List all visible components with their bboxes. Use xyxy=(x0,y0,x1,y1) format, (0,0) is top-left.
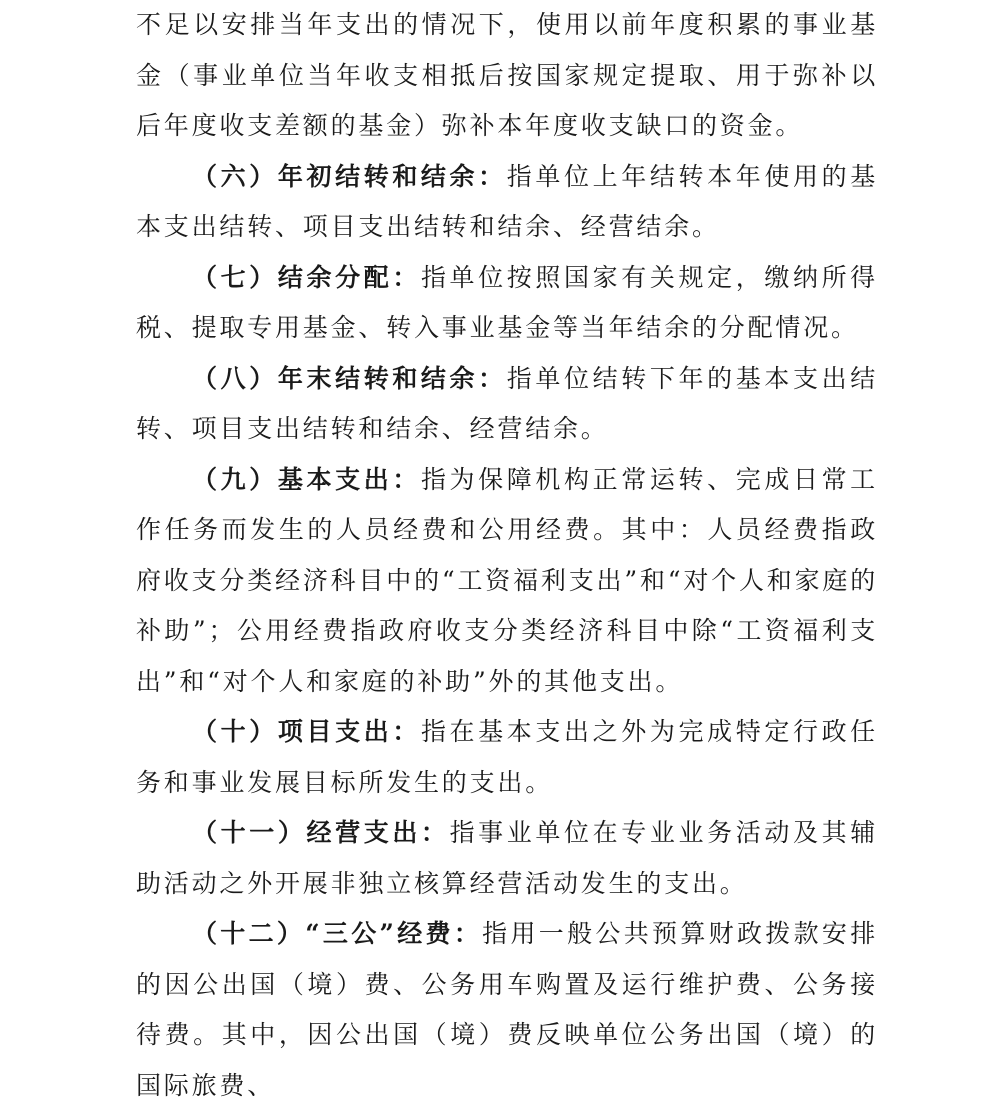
paragraph-continuation xyxy=(136,0,878,152)
paragraph-text: 指为保障机构正常运转、完成日常工作任务而发生的人员经费和公用经费。其中：人员经费指政府收支分类经济科目中的“工资福利支出”和“对个人和家庭的补助”；公用经费指政府收支分类经济科目中除“工资福利支出”和“对个人和家庭的补助”外的其他支出。 xyxy=(136,464,878,696)
paragraph-term: （八）年末结转和结余： xyxy=(192,363,507,393)
paragraph-item-6 xyxy=(136,152,878,253)
paragraph-text: 指单位结转下年的基本支出结转、项目支出结转和结余、经营结余。 xyxy=(136,363,878,443)
paragraph-term: （六）年初结转和结余： xyxy=(192,161,507,191)
paragraph-item-7 xyxy=(136,253,878,354)
paragraph-text: 不足以安排当年支出的情况下，使用以前年度积累的事业基金（事业单位当年收支相抵后按国家规定提取、用于弥补以后年度收支差额的基金）弥补本年度收支缺口的资金。 xyxy=(136,10,878,140)
paragraph-term: （十）项目支出： xyxy=(192,717,421,746)
paragraph-term: （十二）“三公”经费： xyxy=(192,919,483,948)
paragraph-text: 指事业单位在专业业务活动及其辅助活动之外开展非独立核算经营活动发生的支出。 xyxy=(136,818,878,898)
paragraph-term: （十一）经营支出： xyxy=(192,818,450,847)
paragraph-item-9 xyxy=(136,455,878,708)
paragraph-item-11 xyxy=(136,808,878,909)
document-page xyxy=(136,0,878,1111)
paragraph-text: 指用一般公共预算财政拨款安排的因公出国（境）费、公务用车购置及运行维护费、公务接待费。其中，因公出国（境）费反映单位公务出国（境）的国际旅费、 xyxy=(136,919,878,1100)
paragraph-text: 指单位上年结转本年使用的基本支出结转、项目支出结转和结余、经营结余。 xyxy=(136,161,878,241)
paragraph-text: 指单位按照国家有关规定，缴纳所得税、提取专用基金、转入事业基金等当年结余的分配情况。 xyxy=(136,262,878,342)
paragraph-text: 指在基本支出之外为完成特定行政任务和事业发展目标所发生的支出。 xyxy=(136,717,878,797)
paragraph-item-8 xyxy=(136,354,878,455)
paragraph-term: （九）基本支出： xyxy=(192,464,421,494)
paragraph-term: （七）结余分配： xyxy=(192,262,421,292)
paragraph-item-10 xyxy=(136,707,878,808)
paragraph-item-12 xyxy=(136,909,878,1111)
